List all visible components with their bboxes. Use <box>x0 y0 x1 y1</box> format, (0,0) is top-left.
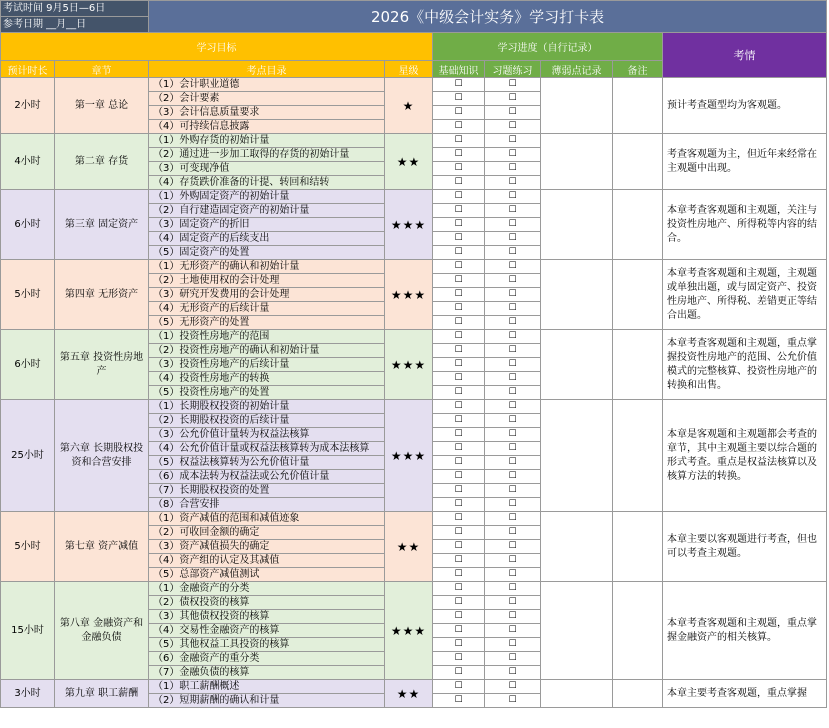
basic-knowledge-checkbox[interactable]: ☐ <box>433 386 485 400</box>
practice-checkbox[interactable]: ☐ <box>485 120 541 134</box>
basic-knowledge-checkbox[interactable]: ☐ <box>433 456 485 470</box>
practice-checkbox[interactable]: ☐ <box>485 302 541 316</box>
exam-point: （7）金融负债的核算 <box>149 666 385 680</box>
basic-knowledge-checkbox[interactable]: ☐ <box>433 652 485 666</box>
exam-point: （1）长期股权投资的初始计量 <box>149 400 385 414</box>
chapter-name: 第二章 存货 <box>55 134 149 190</box>
weak-points-cell[interactable] <box>541 400 613 512</box>
practice-checkbox[interactable]: ☐ <box>485 456 541 470</box>
basic-knowledge-checkbox[interactable]: ☐ <box>433 526 485 540</box>
practice-checkbox[interactable]: ☐ <box>485 386 541 400</box>
exam-point: （6）金融资产的重分类 <box>149 652 385 666</box>
basic-knowledge-checkbox[interactable]: ☐ <box>433 540 485 554</box>
practice-checkbox[interactable]: ☐ <box>485 316 541 330</box>
basic-knowledge-checkbox[interactable]: ☐ <box>433 442 485 456</box>
exam-point: （2）会计要素 <box>149 92 385 106</box>
practice-checkbox[interactable]: ☐ <box>485 624 541 638</box>
practice-checkbox[interactable]: ☐ <box>485 176 541 190</box>
star-rating: ★★ <box>385 512 433 582</box>
exam-point: （4）资产组的认定及其减值 <box>149 554 385 568</box>
exam-point: （2）土地使用权的会计处理 <box>149 274 385 288</box>
exam-point: （5）权益法核算转为公允价值计量 <box>149 456 385 470</box>
chapter-time: 6小时 <box>1 190 55 260</box>
col-chapter-header: 章节 <box>55 61 149 78</box>
notes-cell[interactable] <box>613 680 663 708</box>
star-rating: ★★★ <box>385 190 433 260</box>
basic-knowledge-checkbox[interactable]: ☐ <box>433 106 485 120</box>
basic-knowledge-checkbox[interactable]: ☐ <box>433 92 485 106</box>
exam-point: （3）公允价值计量转为权益法核算 <box>149 428 385 442</box>
table-row <box>1 400 827 414</box>
chapter-time: 4小时 <box>1 134 55 190</box>
basic-knowledge-checkbox[interactable]: ☐ <box>433 680 485 694</box>
practice-checkbox[interactable]: ☐ <box>485 204 541 218</box>
col-points-header: 考点目录 <box>149 61 385 78</box>
exam-point: （4）公允价值计量或权益法核算转为成本法核算 <box>149 442 385 456</box>
star-rating: ★★★ <box>385 260 433 330</box>
chapter-time: 5小时 <box>1 260 55 330</box>
practice-checkbox[interactable]: ☐ <box>485 652 541 666</box>
practice-checkbox[interactable]: ☐ <box>485 414 541 428</box>
basic-knowledge-checkbox[interactable]: ☐ <box>433 302 485 316</box>
basic-knowledge-checkbox[interactable]: ☐ <box>433 134 485 148</box>
chapter-time: 15小时 <box>1 582 55 680</box>
practice-checkbox[interactable]: ☐ <box>485 246 541 260</box>
basic-knowledge-checkbox[interactable]: ☐ <box>433 694 485 708</box>
basic-knowledge-checkbox[interactable]: ☐ <box>433 288 485 302</box>
basic-knowledge-checkbox[interactable]: ☐ <box>433 190 485 204</box>
exam-time-cell: 考试时间 9月5日—6日 <box>1 1 149 17</box>
practice-checkbox[interactable]: ☐ <box>485 666 541 680</box>
basic-knowledge-checkbox[interactable]: ☐ <box>433 428 485 442</box>
basic-knowledge-checkbox[interactable]: ☐ <box>433 554 485 568</box>
table-row <box>1 512 827 526</box>
practice-checkbox[interactable]: ☐ <box>485 134 541 148</box>
exam-point: （1）外购固定资产的初始计量 <box>149 190 385 204</box>
exam-point: （2）通过进一步加工取得的存货的初始计量 <box>149 148 385 162</box>
basic-knowledge-checkbox[interactable]: ☐ <box>433 596 485 610</box>
star-rating: ★★★ <box>385 400 433 512</box>
practice-checkbox[interactable]: ☐ <box>485 232 541 246</box>
table-row <box>1 78 827 92</box>
basic-knowledge-checkbox[interactable]: ☐ <box>433 218 485 232</box>
exam-info: 本章考查客观题和主观题，主观题或单独出题，或与固定资产、投资性房地产、所得税、差错更正等结合出题。 <box>663 260 827 330</box>
exam-info: 本章是客观题和主观题都会考查的章节，其中主观题主要以综合题的形式考查。重点是权益法核算以及核算方法的转换。 <box>663 400 827 512</box>
basic-knowledge-checkbox[interactable]: ☐ <box>433 148 485 162</box>
notes-cell[interactable] <box>613 260 663 330</box>
exam-point: （3）其他债权投资的核算 <box>149 610 385 624</box>
sheet-title: 2026《中级会计实务》学习打卡表 <box>149 1 827 33</box>
practice-checkbox[interactable]: ☐ <box>485 274 541 288</box>
exam-point: （5）其他权益工具投资的核算 <box>149 638 385 652</box>
exam-point: （5）投资性房地产的处置 <box>149 386 385 400</box>
basic-knowledge-checkbox[interactable]: ☐ <box>433 176 485 190</box>
basic-knowledge-checkbox[interactable]: ☐ <box>433 638 485 652</box>
exam-date-cell: 参考日期 __月__日 <box>1 17 149 33</box>
practice-checkbox[interactable]: ☐ <box>485 162 541 176</box>
basic-knowledge-checkbox[interactable]: ☐ <box>433 372 485 386</box>
basic-knowledge-checkbox[interactable]: ☐ <box>433 316 485 330</box>
exam-point: （3）研究开发费用的会计处理 <box>149 288 385 302</box>
weak-points-cell[interactable] <box>541 134 613 190</box>
table-row <box>1 330 827 344</box>
basic-knowledge-checkbox[interactable]: ☐ <box>433 260 485 274</box>
chapter-name: 第三章 固定资产 <box>55 190 149 260</box>
exam-point: （7）长期股权投资的处置 <box>149 484 385 498</box>
basic-knowledge-checkbox[interactable]: ☐ <box>433 582 485 596</box>
exam-point: （1）资产减值的范围和减值迹象 <box>149 512 385 526</box>
exam-point: （2）可收回金额的确定 <box>149 526 385 540</box>
weak-points-cell[interactable] <box>541 512 613 582</box>
practice-checkbox[interactable]: ☐ <box>485 568 541 582</box>
exam-point: （1）无形资产的确认和初始计量 <box>149 260 385 274</box>
weak-points-cell[interactable] <box>541 78 613 134</box>
table-row <box>1 190 827 204</box>
chapter-time: 6小时 <box>1 330 55 400</box>
basic-knowledge-checkbox[interactable]: ☐ <box>433 162 485 176</box>
weak-points-cell[interactable] <box>541 582 613 680</box>
basic-knowledge-checkbox[interactable]: ☐ <box>433 484 485 498</box>
basic-knowledge-checkbox[interactable]: ☐ <box>433 666 485 680</box>
table-row <box>1 582 827 596</box>
practice-checkbox[interactable]: ☐ <box>485 330 541 344</box>
basic-knowledge-checkbox[interactable]: ☐ <box>433 568 485 582</box>
practice-checkbox[interactable]: ☐ <box>485 596 541 610</box>
exam-point: （4）固定资产的后续支出 <box>149 232 385 246</box>
practice-checkbox[interactable]: ☐ <box>485 526 541 540</box>
basic-knowledge-checkbox[interactable]: ☐ <box>433 470 485 484</box>
star-rating: ★★ <box>385 134 433 190</box>
practice-checkbox[interactable]: ☐ <box>485 400 541 414</box>
practice-checkbox[interactable]: ☐ <box>485 470 541 484</box>
chapter-name: 第九章 职工薪酬 <box>55 680 149 708</box>
practice-checkbox[interactable]: ☐ <box>485 372 541 386</box>
practice-checkbox[interactable]: ☐ <box>485 106 541 120</box>
weak-points-cell[interactable] <box>541 190 613 260</box>
chapter-name: 第五章 投资性房地产 <box>55 330 149 400</box>
star-rating: ★ <box>385 78 433 134</box>
exam-point: （1）职工薪酬概述 <box>149 680 385 694</box>
practice-checkbox[interactable]: ☐ <box>485 148 541 162</box>
notes-cell[interactable] <box>613 78 663 134</box>
exam-point: （1）投资性房地产的范围 <box>149 330 385 344</box>
exam-point: （3）可变现净值 <box>149 162 385 176</box>
exam-group-header: 考情 <box>663 33 827 78</box>
practice-checkbox[interactable]: ☐ <box>485 498 541 512</box>
weak-points-cell[interactable] <box>541 330 613 400</box>
col-note-header: 备注 <box>613 61 663 78</box>
practice-checkbox[interactable]: ☐ <box>485 78 541 92</box>
exam-point: （2）债权投资的核算 <box>149 596 385 610</box>
exam-point: （4）交易性金融资产的核算 <box>149 624 385 638</box>
basic-knowledge-checkbox[interactable]: ☐ <box>433 344 485 358</box>
exam-point: （5）固定资产的处置 <box>149 246 385 260</box>
col-practice-header: 习题练习 <box>485 61 541 78</box>
practice-checkbox[interactable]: ☐ <box>485 92 541 106</box>
basic-knowledge-checkbox[interactable]: ☐ <box>433 624 485 638</box>
exam-info: 本章考查客观题和主观题，重点掌握投资性房地产的范围、公允价值模式的完整核算、投资性房地产的转换和出售。 <box>663 330 827 400</box>
star-rating: ★★★ <box>385 330 433 400</box>
exam-point: （1）会计职业道德 <box>149 78 385 92</box>
exam-info: 本章主要考查客观题，重点掌握 <box>663 680 827 708</box>
basic-knowledge-checkbox[interactable]: ☐ <box>433 274 485 288</box>
col-stars-header: 星级 <box>385 61 433 78</box>
basic-knowledge-checkbox[interactable]: ☐ <box>433 330 485 344</box>
chapter-name: 第七章 资产减值 <box>55 512 149 582</box>
chapter-name: 第八章 金融资产和金融负债 <box>55 582 149 680</box>
goals-group-header: 学习目标 <box>1 33 433 61</box>
practice-checkbox[interactable]: ☐ <box>485 344 541 358</box>
chapter-time: 3小时 <box>1 680 55 708</box>
exam-point: （5）无形资产的处置 <box>149 316 385 330</box>
notes-cell[interactable] <box>613 190 663 260</box>
exam-point: （4）投资性房地产的转换 <box>149 372 385 386</box>
basic-knowledge-checkbox[interactable]: ☐ <box>433 610 485 624</box>
basic-knowledge-checkbox[interactable]: ☐ <box>433 498 485 512</box>
practice-checkbox[interactable]: ☐ <box>485 680 541 694</box>
notes-cell[interactable] <box>613 134 663 190</box>
practice-checkbox[interactable]: ☐ <box>485 638 541 652</box>
exam-info: 考查客观题为主，但近年来经常在主观题中出现。 <box>663 134 827 190</box>
practice-checkbox[interactable]: ☐ <box>485 694 541 708</box>
notes-cell[interactable] <box>613 400 663 512</box>
basic-knowledge-checkbox[interactable]: ☐ <box>433 414 485 428</box>
exam-info: 本章考查客观题和主观题，关注与投资性房地产、所得税等内容的结合。 <box>663 190 827 260</box>
exam-info: 本章主要以客观题进行考查，但也可以考查主观题。 <box>663 512 827 582</box>
practice-checkbox[interactable]: ☐ <box>485 218 541 232</box>
chapter-name: 第四章 无形资产 <box>55 260 149 330</box>
table-row <box>1 680 827 694</box>
exam-point: （2）长期股权投资的后续计量 <box>149 414 385 428</box>
basic-knowledge-checkbox[interactable]: ☐ <box>433 78 485 92</box>
exam-point: （6）成本法转为权益法或公允价值计量 <box>149 470 385 484</box>
basic-knowledge-checkbox[interactable]: ☐ <box>433 358 485 372</box>
exam-point: （3）会计信息质量要求 <box>149 106 385 120</box>
weak-points-cell[interactable] <box>541 260 613 330</box>
basic-knowledge-checkbox[interactable]: ☐ <box>433 512 485 526</box>
practice-checkbox[interactable]: ☐ <box>485 610 541 624</box>
practice-checkbox[interactable]: ☐ <box>485 512 541 526</box>
table-row <box>1 260 827 274</box>
exam-point: （2）自行建造固定资产的初始计量 <box>149 204 385 218</box>
chapter-name: 第一章 总论 <box>55 78 149 134</box>
notes-cell[interactable] <box>613 330 663 400</box>
exam-point: （2）投资性房地产的确认和初始计量 <box>149 344 385 358</box>
chapter-time: 25小时 <box>1 400 55 512</box>
practice-checkbox[interactable]: ☐ <box>485 288 541 302</box>
exam-point: （8）合营安排 <box>149 498 385 512</box>
star-rating: ★★★ <box>385 582 433 680</box>
weak-points-cell[interactable] <box>541 680 613 708</box>
practice-checkbox[interactable]: ☐ <box>485 428 541 442</box>
practice-checkbox[interactable]: ☐ <box>485 260 541 274</box>
practice-checkbox[interactable]: ☐ <box>485 582 541 596</box>
exam-info: 本章考查客观题和主观题，重点掌握金融资产的相关核算。 <box>663 582 827 680</box>
table-row <box>1 134 827 148</box>
practice-checkbox[interactable]: ☐ <box>485 358 541 372</box>
exam-point: （4）可持续信息披露 <box>149 120 385 134</box>
progress-group-header: 学习进度（自行记录） <box>433 33 663 61</box>
exam-point: （2）短期薪酬的确认和计量 <box>149 694 385 708</box>
chapter-time: 5小时 <box>1 512 55 582</box>
exam-point: （4）无形资产的后续计量 <box>149 302 385 316</box>
practice-checkbox[interactable]: ☐ <box>485 190 541 204</box>
exam-point: （1）金融资产的分类 <box>149 582 385 596</box>
exam-point: （3）投资性房地产的后续计量 <box>149 358 385 372</box>
star-rating: ★★ <box>385 680 433 708</box>
col-weak-header: 薄弱点记录 <box>541 61 613 78</box>
col-basic-header: 基础知识 <box>433 61 485 78</box>
basic-knowledge-checkbox[interactable]: ☐ <box>433 400 485 414</box>
chapter-name: 第六章 长期股权投资和合营安排 <box>55 400 149 512</box>
basic-knowledge-checkbox[interactable]: ☐ <box>433 204 485 218</box>
exam-point: （3）资产减值损失的确定 <box>149 540 385 554</box>
col-time-header: 预计时长 <box>1 61 55 78</box>
basic-knowledge-checkbox[interactable]: ☐ <box>433 232 485 246</box>
practice-checkbox[interactable]: ☐ <box>485 484 541 498</box>
exam-info: 预计考查题型均为客观题。 <box>663 78 827 134</box>
notes-cell[interactable] <box>613 512 663 582</box>
exam-point: （1）外购存货的初始计量 <box>149 134 385 148</box>
basic-knowledge-checkbox[interactable]: ☐ <box>433 120 485 134</box>
chapter-time: 2小时 <box>1 78 55 134</box>
exam-point: （4）存货跌价准备的计提、转回和结转 <box>149 176 385 190</box>
basic-knowledge-checkbox[interactable]: ☐ <box>433 246 485 260</box>
practice-checkbox[interactable]: ☐ <box>485 442 541 456</box>
practice-checkbox[interactable]: ☐ <box>485 540 541 554</box>
exam-point: （5）总部资产减值测试 <box>149 568 385 582</box>
exam-point: （3）固定资产的折旧 <box>149 218 385 232</box>
notes-cell[interactable] <box>613 582 663 680</box>
practice-checkbox[interactable]: ☐ <box>485 554 541 568</box>
